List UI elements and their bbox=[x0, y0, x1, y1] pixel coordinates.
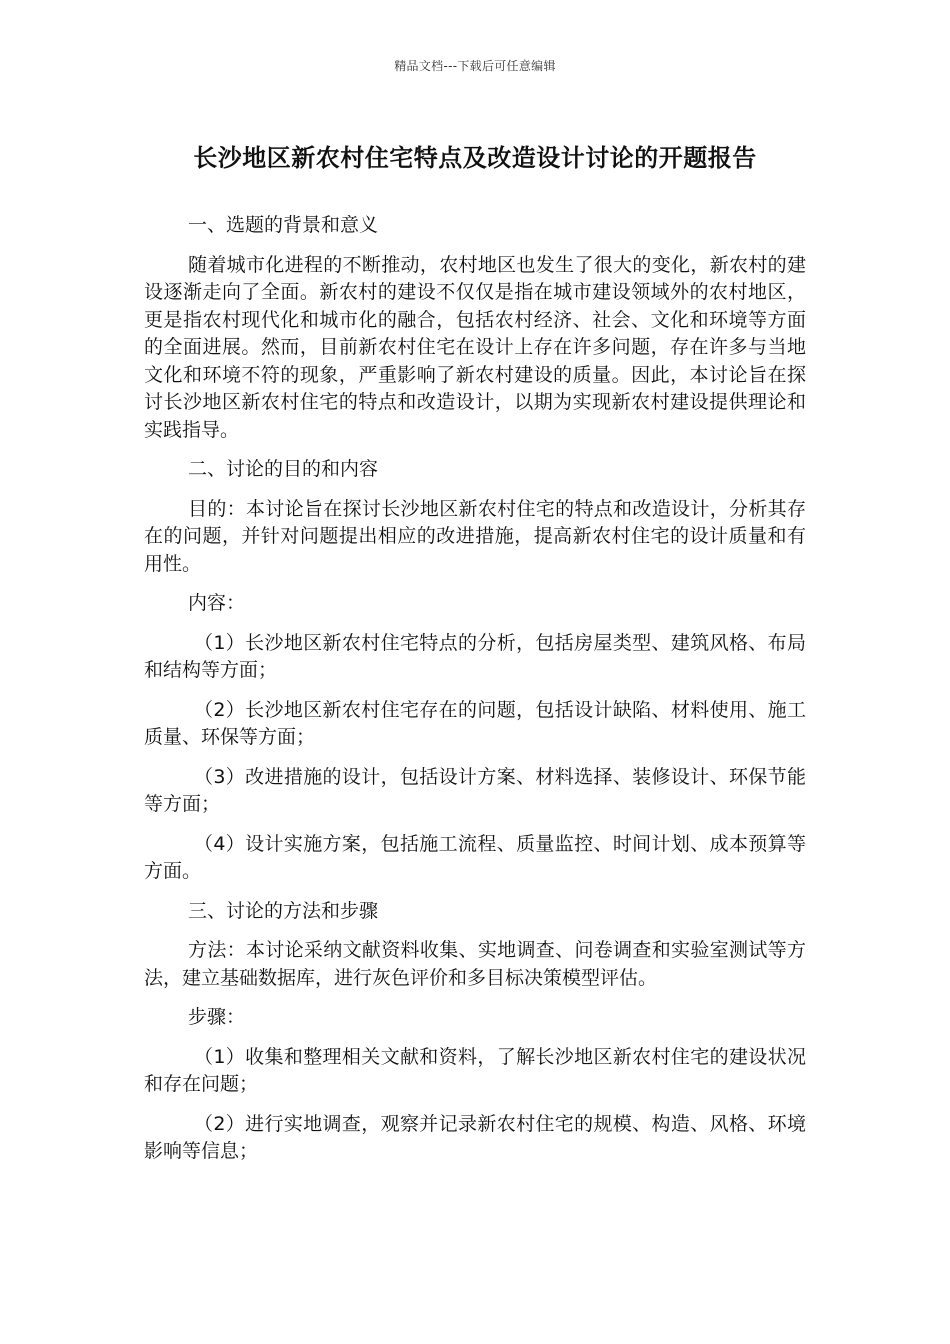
document-title: 长沙地区新农村住宅特点及改造设计讨论的开题报告 bbox=[193, 144, 757, 172]
section-1-heading: 一、选题的背景和意义 bbox=[188, 214, 379, 236]
section-2-heading: 二、讨论的目的和内容 bbox=[188, 458, 379, 480]
section-3-step-1: （1）收集和整理相关文献和资料，了解长沙地区新农村住宅的建设状况和存在问题； bbox=[144, 1045, 806, 1095]
section-2-item-3: （3）改进措施的设计，包括设计方案、材料选择、装修设计、环保节能等方面； bbox=[144, 765, 806, 815]
section-3-method: 方法：本讨论采纳文献资料收集、实地调查、问卷调查和实验室测试等方法，建立基础数据库，进行灰色评价和多目标决策模型评估。 bbox=[144, 939, 806, 989]
section-2-content-label: 内容： bbox=[188, 592, 246, 614]
document-body bbox=[144, 212, 806, 1178]
section-3-step-2: （2）进行实地调查，观察并记录新农村住宅的规模、构造、风格、环境影响等信息； bbox=[144, 1112, 806, 1162]
section-2-item-1: （1）长沙地区新农村住宅特点的分析，包括房屋类型、建筑风格、布局和结构等方面； bbox=[144, 631, 806, 681]
section-2-item-2: （2）长沙地区新农村住宅存在的问题，包括设计缺陷、材料使用、施工质量、环保等方面； bbox=[144, 698, 806, 748]
section-1-body: 随着城市化进程的不断推动，农村地区也发生了很大的变化，新农村的建设逐渐走向了全面。新农村的建设不仅仅是指在城市建设领域外的农村地区，更是指农村现代化和城市化的融合，包括农村经济、社会、文化和环境等方面的全面进展。然而，目前新农村住宅在设计上存在许多问题，存在许多与当地文化和环境不符的现象，严重影响了新农村建设的质量。因此，本讨论旨在探讨长沙地区新农村住宅的特点和改造设计，以期为实现新农村建设提供理论和实践指导。 bbox=[144, 253, 806, 441]
header-note: 精品文档---下载后可任意编辑 bbox=[394, 59, 556, 73]
section-2-item-4: （4）设计实施方案，包括施工流程、质量监控、时间计划、成本预算等方面。 bbox=[144, 832, 806, 882]
section-3-steps-label: 步骤： bbox=[188, 1006, 246, 1028]
section-2-purpose: 目的：本讨论旨在探讨长沙地区新农村住宅的特点和改造设计，分析其存在的问题，并针对问题提出相应的改进措施，提高新农村住宅的设计质量和有用性。 bbox=[144, 497, 806, 575]
section-3-heading: 三、讨论的方法和步骤 bbox=[188, 899, 379, 922]
